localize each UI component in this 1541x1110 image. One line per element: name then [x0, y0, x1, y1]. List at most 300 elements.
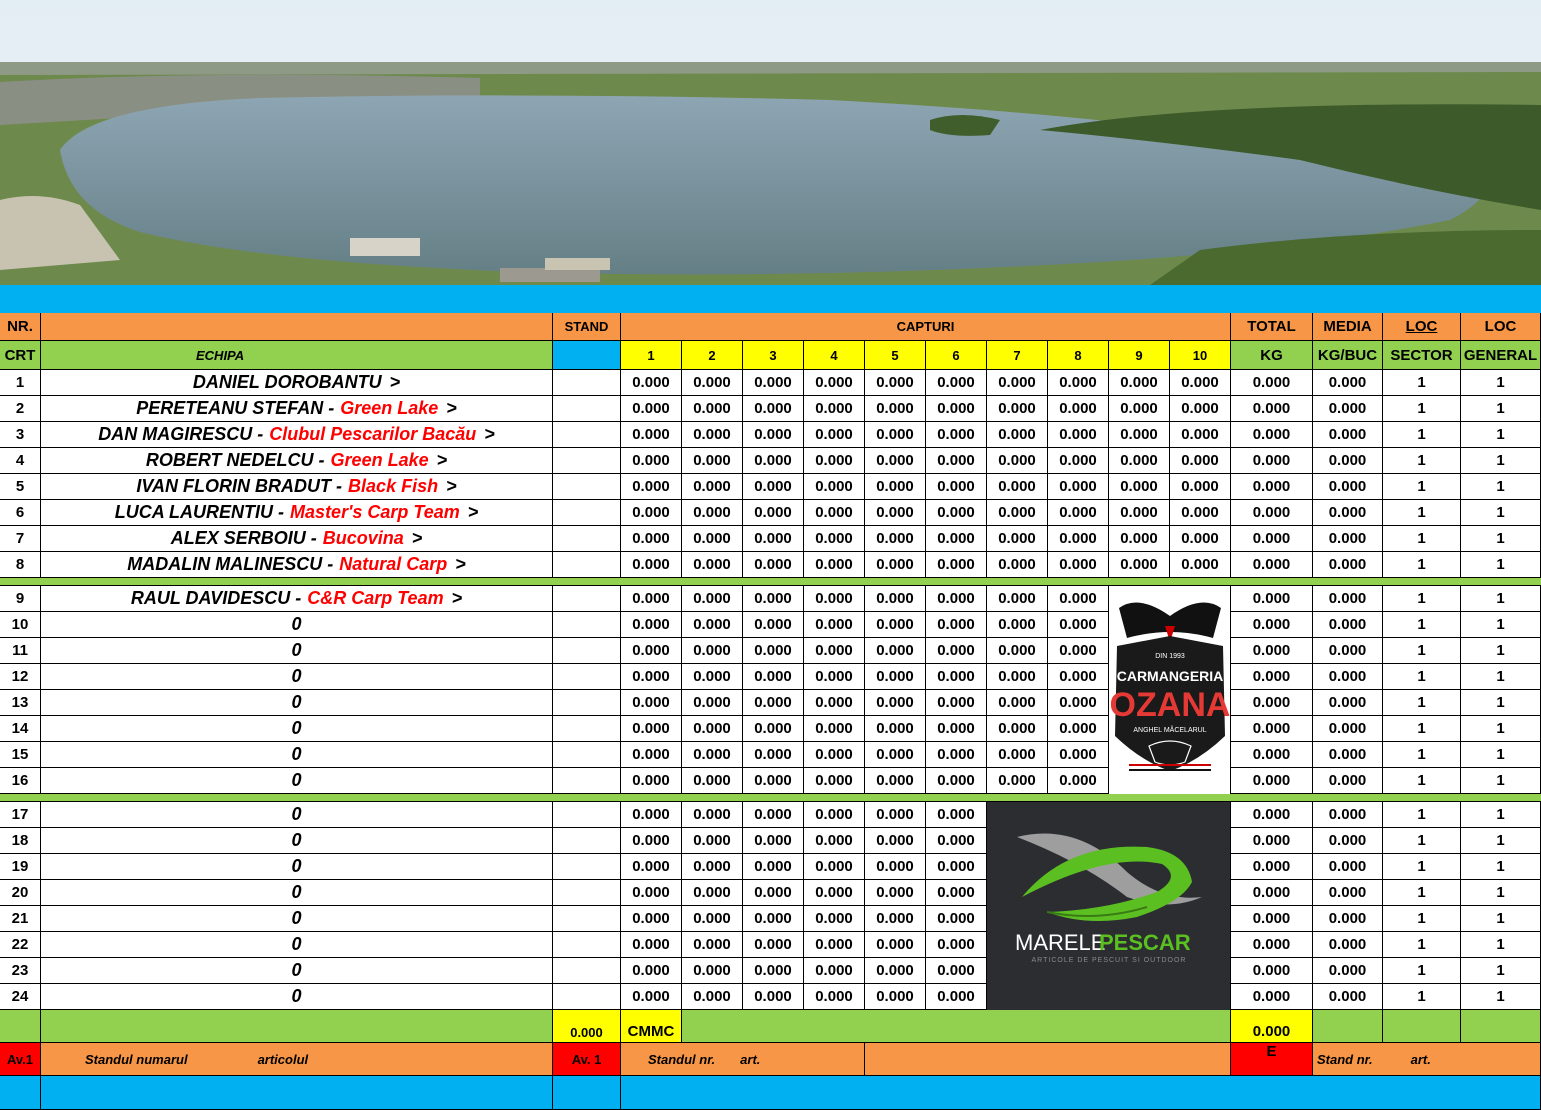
- row-loc-general: 1: [1461, 802, 1541, 828]
- row-loc-general: 1: [1461, 664, 1541, 690]
- header-capture-3: 3: [743, 341, 804, 370]
- angler-name: PERETEANU STEFAN -: [136, 398, 335, 418]
- arrow-marker: >: [455, 554, 466, 574]
- row-loc-sector: 1: [1383, 984, 1461, 1010]
- capture-cell: 0.000: [804, 612, 865, 638]
- row-stand: [553, 854, 621, 880]
- row-stand: [553, 690, 621, 716]
- summary-media-blank: [1313, 1010, 1383, 1043]
- row-nr: 13: [0, 690, 41, 716]
- header-echipa: ECHIPA: [41, 341, 553, 370]
- sponsor-marele-pescar: [987, 802, 1231, 1010]
- row-loc-general: 1: [1461, 690, 1541, 716]
- row-media: 0.000: [1313, 500, 1383, 526]
- team-name-cell: [41, 880, 553, 906]
- row-total-kg: 0.000: [1231, 552, 1313, 578]
- capture-cell: 0.000: [682, 422, 743, 448]
- capture-cell: 0.000: [682, 854, 743, 880]
- capture-cell: 0.000: [804, 638, 865, 664]
- capture-cell: 0.000: [1170, 370, 1231, 396]
- bottom-blue-name: [41, 1076, 553, 1110]
- capture-cell: 0.000: [743, 906, 804, 932]
- bottom-blue-stand: [553, 1076, 621, 1110]
- row-stand: [553, 422, 621, 448]
- capture-cell: 0.000: [621, 664, 682, 690]
- capture-cell: 0.000: [865, 370, 926, 396]
- footer-orange-fill: [865, 1043, 1231, 1076]
- row-nr: 4: [0, 448, 41, 474]
- row-loc-sector: 1: [1383, 370, 1461, 396]
- header-capturi: CAPTURI: [621, 313, 1231, 341]
- row-stand: [553, 768, 621, 794]
- capture-cell: 0.000: [926, 828, 987, 854]
- header-stand-blank: [553, 341, 621, 370]
- ozana-logo-icon: [1109, 586, 1231, 794]
- row-nr: 10: [0, 612, 41, 638]
- team-name-cell: [41, 854, 553, 880]
- footer-art-right-label: art.: [1410, 1051, 1431, 1067]
- capture-cell: 0.000: [743, 526, 804, 552]
- capture-cell: 0.000: [865, 638, 926, 664]
- capture-cell: 0.000: [743, 932, 804, 958]
- header-orange-blank: [41, 313, 553, 341]
- angler-name: 0: [291, 856, 302, 876]
- header-nr: NR.: [0, 313, 41, 341]
- capture-cell: 0.000: [865, 690, 926, 716]
- ozana-line2-text: OZANA: [1109, 686, 1231, 724]
- capture-cell: 0.000: [865, 768, 926, 794]
- blue-header-strip: [0, 285, 1541, 313]
- row-stand: [553, 932, 621, 958]
- capture-cell: 0.000: [743, 552, 804, 578]
- header-media: MEDIA: [1313, 313, 1383, 341]
- capture-cell: 0.000: [987, 690, 1048, 716]
- row-total-kg: 0.000: [1231, 422, 1313, 448]
- row-nr: 12: [0, 664, 41, 690]
- capture-cell: 0.000: [865, 828, 926, 854]
- summary-loc-sector-blank: [1383, 1010, 1461, 1043]
- team-name-cell: [41, 586, 553, 612]
- header-kg: KG: [1231, 341, 1313, 370]
- capture-cell: 0.000: [743, 370, 804, 396]
- row-nr: 5: [0, 474, 41, 500]
- capture-cell: 0.000: [621, 396, 682, 422]
- team-name-cell: [41, 768, 553, 794]
- row-media: 0.000: [1313, 552, 1383, 578]
- capture-cell: 0.000: [804, 474, 865, 500]
- capture-cell: 0.000: [926, 716, 987, 742]
- header-capture-6: 6: [926, 341, 987, 370]
- row-total-kg: 0.000: [1231, 638, 1313, 664]
- capture-cell: 0.000: [682, 370, 743, 396]
- capture-cell: 0.000: [865, 958, 926, 984]
- summary-total-value: 0.000: [1231, 1010, 1313, 1043]
- angler-name: ROBERT NEDELCU -: [145, 450, 325, 470]
- arrow-marker: >: [436, 450, 448, 470]
- row-loc-general: 1: [1461, 768, 1541, 794]
- row-total-kg: 0.000: [1231, 854, 1313, 880]
- capture-cell: 0.000: [865, 396, 926, 422]
- team-name-cell: [41, 716, 553, 742]
- row-total-kg: 0.000: [1231, 802, 1313, 828]
- bottom-blue-nr: [0, 1076, 41, 1110]
- capture-cell: 0.000: [804, 586, 865, 612]
- capture-cell: 0.000: [926, 526, 987, 552]
- row-media: 0.000: [1313, 422, 1383, 448]
- row-nr: 15: [0, 742, 41, 768]
- row-media: 0.000: [1313, 906, 1383, 932]
- team-name-cell: [41, 638, 553, 664]
- row-media: 0.000: [1313, 932, 1383, 958]
- row-loc-sector: 1: [1383, 958, 1461, 984]
- row-loc-general: 1: [1461, 984, 1541, 1010]
- capture-cell: 0.000: [987, 396, 1048, 422]
- row-media: 0.000: [1313, 690, 1383, 716]
- capture-cell: 0.000: [743, 958, 804, 984]
- capture-cell: 0.000: [987, 638, 1048, 664]
- capture-cell: 0.000: [743, 474, 804, 500]
- row-loc-sector: 1: [1383, 500, 1461, 526]
- summary-blank: [0, 1010, 41, 1043]
- header-loc-general: GENERAL: [1461, 341, 1541, 370]
- row-nr: 21: [0, 906, 41, 932]
- team-name-cell: [41, 984, 553, 1010]
- capture-cell: 0.000: [987, 500, 1048, 526]
- row-stand: [553, 612, 621, 638]
- row-total-kg: 0.000: [1231, 448, 1313, 474]
- arrow-marker: >: [446, 476, 457, 496]
- angler-name: 0: [291, 908, 302, 928]
- row-loc-sector: 1: [1383, 552, 1461, 578]
- capture-cell: 0.000: [926, 932, 987, 958]
- header-capture-7: 7: [987, 341, 1048, 370]
- capture-cell: 0.000: [987, 742, 1048, 768]
- capture-cell: 0.000: [621, 552, 682, 578]
- row-stand: [553, 526, 621, 552]
- capture-cell: 0.000: [682, 906, 743, 932]
- team-name-cell: [41, 932, 553, 958]
- capture-cell: 0.000: [1170, 422, 1231, 448]
- club-name: Black Fish: [348, 476, 439, 496]
- row-total-kg: 0.000: [1231, 984, 1313, 1010]
- row-loc-sector: 1: [1383, 664, 1461, 690]
- row-nr: 22: [0, 932, 41, 958]
- capture-cell: 0.000: [865, 984, 926, 1010]
- row-loc-general: 1: [1461, 742, 1541, 768]
- footer-stand-nr-label: Stand nr.: [1317, 1051, 1373, 1067]
- row-loc-sector: 1: [1383, 802, 1461, 828]
- row-total-kg: 0.000: [1231, 370, 1313, 396]
- capture-cell: 0.000: [804, 854, 865, 880]
- club-name: Master's Carp Team: [290, 502, 460, 522]
- capture-cell: 0.000: [682, 716, 743, 742]
- row-loc-sector: 1: [1383, 880, 1461, 906]
- row-loc-general: 1: [1461, 612, 1541, 638]
- footer-e: E: [1231, 1043, 1313, 1076]
- capture-cell: 0.000: [865, 552, 926, 578]
- group-separator: [0, 794, 1541, 802]
- angler-name: 0: [291, 640, 302, 660]
- angler-name: 0: [291, 718, 302, 738]
- row-loc-sector: 1: [1383, 474, 1461, 500]
- club-name: Natural Carp: [339, 554, 448, 574]
- capture-cell: 0.000: [926, 396, 987, 422]
- row-loc-general: 1: [1461, 474, 1541, 500]
- capture-cell: 0.000: [682, 638, 743, 664]
- capture-cell: 0.000: [621, 716, 682, 742]
- capture-cell: 0.000: [621, 448, 682, 474]
- capture-cell: 0.000: [682, 880, 743, 906]
- row-total-kg: 0.000: [1231, 716, 1313, 742]
- footer-stand-nr: [1313, 1043, 1541, 1076]
- row-stand: [553, 552, 621, 578]
- row-total-kg: 0.000: [1231, 500, 1313, 526]
- row-stand: [553, 500, 621, 526]
- capture-cell: 0.000: [926, 690, 987, 716]
- header-crt: CRT: [0, 341, 41, 370]
- capture-cell: 0.000: [621, 828, 682, 854]
- row-total-kg: 0.000: [1231, 690, 1313, 716]
- row-loc-sector: 1: [1383, 854, 1461, 880]
- capture-cell: 0.000: [621, 854, 682, 880]
- capture-cell: 0.000: [865, 422, 926, 448]
- capture-cell: 0.000: [682, 932, 743, 958]
- row-media: 0.000: [1313, 984, 1383, 1010]
- capture-cell: 0.000: [743, 984, 804, 1010]
- capture-cell: 0.000: [621, 932, 682, 958]
- capture-cell: 0.000: [1109, 552, 1170, 578]
- row-loc-general: 1: [1461, 370, 1541, 396]
- row-nr: 14: [0, 716, 41, 742]
- capture-cell: 0.000: [743, 802, 804, 828]
- capture-cell: 0.000: [1048, 716, 1109, 742]
- capture-cell: 0.000: [682, 664, 743, 690]
- header-capture-10: 10: [1170, 341, 1231, 370]
- capture-cell: 0.000: [621, 880, 682, 906]
- summary-stand-value: 0.000: [553, 1010, 621, 1043]
- angler-name: RAUL DAVIDESCU -: [130, 588, 302, 608]
- capture-cell: 0.000: [743, 768, 804, 794]
- row-media: 0.000: [1313, 828, 1383, 854]
- capture-cell: 0.000: [682, 612, 743, 638]
- capture-cell: 0.000: [1048, 396, 1109, 422]
- row-stand: [553, 742, 621, 768]
- row-stand: [553, 828, 621, 854]
- capture-cell: 0.000: [804, 552, 865, 578]
- lake-photo-icon: [0, 0, 1541, 285]
- angler-name: 0: [291, 614, 302, 634]
- team-name-cell: [41, 906, 553, 932]
- capture-cell: 0.000: [1170, 396, 1231, 422]
- angler-name: 0: [291, 692, 302, 712]
- team-name-cell: [41, 664, 553, 690]
- capture-cell: 0.000: [926, 474, 987, 500]
- capture-cell: 0.000: [1109, 474, 1170, 500]
- row-media: 0.000: [1313, 526, 1383, 552]
- capture-cell: 0.000: [804, 742, 865, 768]
- team-name-cell: [41, 742, 553, 768]
- row-loc-sector: 1: [1383, 448, 1461, 474]
- row-stand: [553, 958, 621, 984]
- bottom-blue-fill: [621, 1076, 1541, 1110]
- header-loc-sector: SECTOR: [1383, 341, 1461, 370]
- capture-cell: 0.000: [865, 474, 926, 500]
- capture-cell: 0.000: [987, 370, 1048, 396]
- row-loc-general: 1: [1461, 932, 1541, 958]
- capture-cell: 0.000: [804, 690, 865, 716]
- angler-name: DAN MAGIRESCU -: [98, 424, 264, 444]
- row-total-kg: 0.000: [1231, 768, 1313, 794]
- angler-name: ALEX SERBOIU -: [170, 528, 317, 548]
- capture-cell: 0.000: [621, 474, 682, 500]
- capture-cell: 0.000: [1048, 552, 1109, 578]
- summary-green-fill: [682, 1010, 1231, 1043]
- marele-pescar-logo-icon: [987, 802, 1231, 1010]
- capture-cell: 0.000: [926, 448, 987, 474]
- capture-cell: 0.000: [987, 664, 1048, 690]
- capture-cell: 0.000: [1170, 500, 1231, 526]
- capture-cell: 0.000: [682, 984, 743, 1010]
- header-loc-sector-top: LOC: [1383, 313, 1461, 341]
- capture-cell: 0.000: [926, 906, 987, 932]
- row-stand: [553, 474, 621, 500]
- capture-cell: 0.000: [621, 370, 682, 396]
- capture-cell: 0.000: [1109, 370, 1170, 396]
- footer-standul-nr: [621, 1043, 865, 1076]
- capture-cell: 0.000: [926, 422, 987, 448]
- capture-cell: 0.000: [804, 906, 865, 932]
- row-nr: 19: [0, 854, 41, 880]
- row-loc-general: 1: [1461, 552, 1541, 578]
- row-media: 0.000: [1313, 742, 1383, 768]
- row-loc-general: 1: [1461, 854, 1541, 880]
- capture-cell: 0.000: [1048, 690, 1109, 716]
- capture-cell: 0.000: [804, 370, 865, 396]
- header-capture-9: 9: [1109, 341, 1170, 370]
- team-name-cell: [41, 474, 553, 500]
- row-nr: 23: [0, 958, 41, 984]
- row-media: 0.000: [1313, 638, 1383, 664]
- capture-cell: 0.000: [743, 448, 804, 474]
- row-total-kg: 0.000: [1231, 586, 1313, 612]
- arrow-marker: >: [467, 502, 479, 522]
- header-kg-buc: KG/BUC: [1313, 341, 1383, 370]
- row-nr: 11: [0, 638, 41, 664]
- row-loc-sector: 1: [1383, 690, 1461, 716]
- row-loc-general: 1: [1461, 422, 1541, 448]
- row-nr: 2: [0, 396, 41, 422]
- capture-cell: 0.000: [987, 716, 1048, 742]
- capture-cell: 0.000: [1048, 612, 1109, 638]
- capture-cell: 0.000: [621, 422, 682, 448]
- row-loc-sector: 1: [1383, 586, 1461, 612]
- capture-cell: 0.000: [804, 396, 865, 422]
- row-loc-general: 1: [1461, 448, 1541, 474]
- sponsor-carmangeria-ozana: [1109, 586, 1231, 794]
- row-nr: 16: [0, 768, 41, 794]
- arrow-marker: >: [484, 424, 495, 444]
- row-loc-sector: 1: [1383, 526, 1461, 552]
- capture-cell: 0.000: [804, 526, 865, 552]
- capture-cell: 0.000: [865, 880, 926, 906]
- footer-standul-numarul-label: Standul numarul: [85, 1051, 188, 1067]
- row-media: 0.000: [1313, 716, 1383, 742]
- capture-cell: 0.000: [743, 612, 804, 638]
- capture-cell: 0.000: [1048, 448, 1109, 474]
- row-loc-sector: 1: [1383, 612, 1461, 638]
- row-loc-general: 1: [1461, 828, 1541, 854]
- capture-cell: 0.000: [1170, 526, 1231, 552]
- header-capture-1: 1: [621, 341, 682, 370]
- row-loc-general: 1: [1461, 526, 1541, 552]
- team-name-cell: [41, 370, 553, 396]
- row-total-kg: 0.000: [1231, 906, 1313, 932]
- capture-cell: 0.000: [926, 958, 987, 984]
- team-name-cell: [41, 958, 553, 984]
- capture-cell: 0.000: [682, 802, 743, 828]
- header-stand: STAND: [553, 313, 621, 341]
- capture-cell: 0.000: [743, 854, 804, 880]
- capture-cell: 0.000: [865, 448, 926, 474]
- angler-name: IVAN FLORIN BRADUT -: [136, 476, 343, 496]
- capture-cell: 0.000: [1048, 768, 1109, 794]
- row-nr: 1: [0, 370, 41, 396]
- capture-cell: 0.000: [987, 768, 1048, 794]
- capture-cell: 0.000: [865, 802, 926, 828]
- capture-cell: 0.000: [987, 422, 1048, 448]
- row-stand: [553, 906, 621, 932]
- ozana-line1-text: CARMANGERIA: [1116, 668, 1224, 684]
- row-stand: [553, 664, 621, 690]
- capture-cell: 0.000: [1048, 664, 1109, 690]
- summary-cmmc: CMMC: [621, 1010, 682, 1043]
- team-name-cell: [41, 422, 553, 448]
- angler-name: 0: [291, 804, 302, 824]
- row-stand: [553, 984, 621, 1010]
- angler-name: 0: [291, 986, 302, 1006]
- row-loc-general: 1: [1461, 638, 1541, 664]
- row-media: 0.000: [1313, 880, 1383, 906]
- row-stand: [553, 638, 621, 664]
- row-nr: 9: [0, 586, 41, 612]
- capture-cell: 0.000: [682, 474, 743, 500]
- marele-pescar-brand-a: MARELE: [1015, 930, 1106, 955]
- row-loc-sector: 1: [1383, 638, 1461, 664]
- row-loc-sector: 1: [1383, 422, 1461, 448]
- capture-cell: 0.000: [682, 552, 743, 578]
- team-name-cell: [41, 500, 553, 526]
- row-total-kg: 0.000: [1231, 526, 1313, 552]
- club-name: Clubul Pescarilor Bacău: [269, 424, 477, 444]
- row-total-kg: 0.000: [1231, 396, 1313, 422]
- capture-cell: 0.000: [804, 802, 865, 828]
- capture-cell: 0.000: [1109, 448, 1170, 474]
- capture-cell: 0.000: [682, 828, 743, 854]
- row-loc-sector: 1: [1383, 932, 1461, 958]
- capture-cell: 0.000: [926, 664, 987, 690]
- capture-cell: 0.000: [743, 586, 804, 612]
- capture-cell: 0.000: [682, 586, 743, 612]
- row-media: 0.000: [1313, 474, 1383, 500]
- capture-cell: 0.000: [1109, 422, 1170, 448]
- capture-cell: 0.000: [1170, 552, 1231, 578]
- capture-cell: 0.000: [682, 396, 743, 422]
- capture-cell: 0.000: [621, 768, 682, 794]
- capture-cell: 0.000: [1109, 526, 1170, 552]
- capture-cell: 0.000: [804, 828, 865, 854]
- row-nr: 20: [0, 880, 41, 906]
- row-media: 0.000: [1313, 854, 1383, 880]
